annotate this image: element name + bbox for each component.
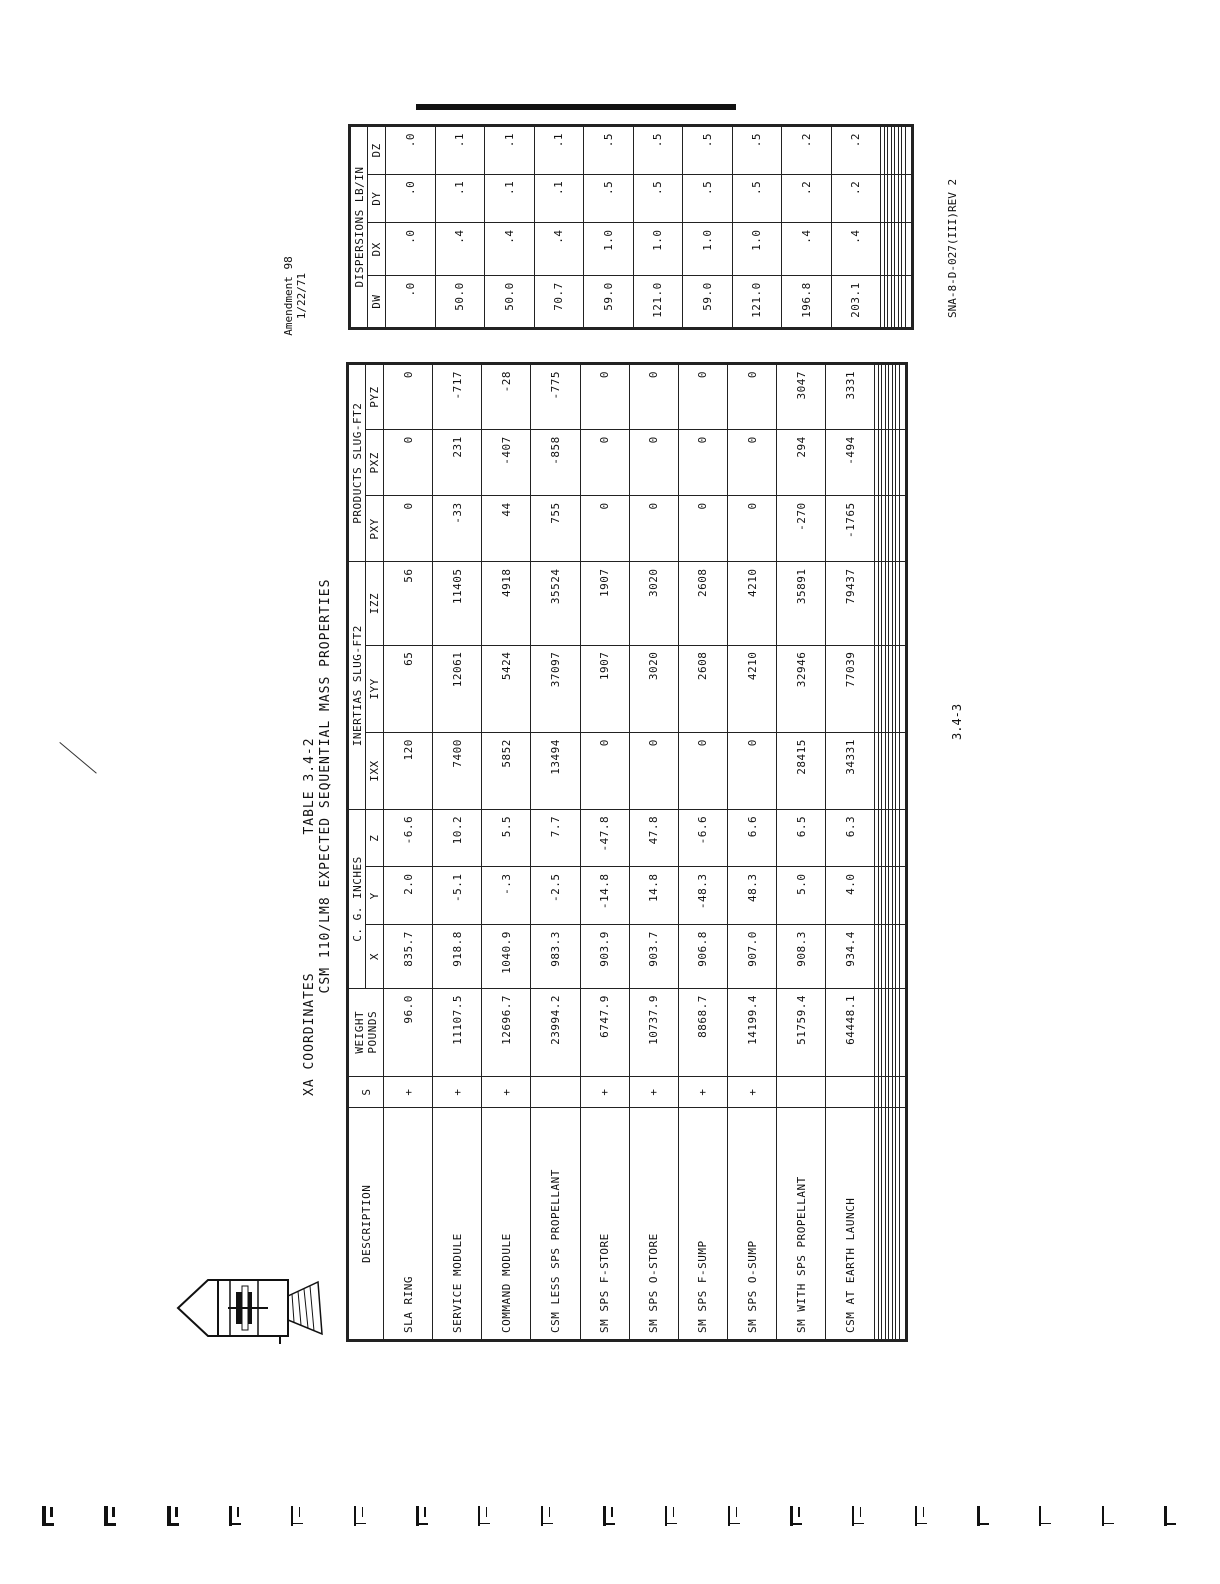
- cell-z: 10.2: [433, 809, 482, 867]
- dispersion-cell: [905, 174, 912, 223]
- cell-iyy: 5424: [482, 645, 531, 732]
- cell-izz: 11405: [433, 562, 482, 645]
- dispersion-cell: .5: [683, 126, 733, 175]
- cell-pyz: [899, 364, 906, 430]
- cell-weight: [899, 989, 906, 1076]
- col-group-products: PRODUCTS SLUG-FT2: [348, 364, 366, 562]
- cell-z: 47.8: [629, 809, 678, 867]
- dispersion-cell: .1: [485, 174, 535, 223]
- dispersion-cell: .0: [386, 276, 436, 329]
- dispersion-cell: .1: [485, 126, 535, 175]
- cell-ixx: 0: [727, 733, 776, 810]
- dispersion-cell: .5: [584, 174, 634, 223]
- cell-iyy: [899, 645, 906, 732]
- cell-x: 908.3: [777, 925, 826, 989]
- cell-description: CSM AT EARTH LAUNCH: [826, 1108, 875, 1341]
- cell-pyz: -28: [482, 364, 531, 430]
- cell-ixx: 120: [384, 733, 433, 810]
- cell-pxy: 755: [531, 496, 580, 562]
- cell-pxy: 0: [678, 496, 727, 562]
- cell-z: 6.3: [826, 809, 875, 867]
- cell-weight: 14199.4: [727, 989, 776, 1076]
- cell-sign: +: [629, 1076, 678, 1108]
- cell-y: [899, 867, 906, 925]
- dispersions-table: [348, 124, 914, 330]
- table-row: [899, 364, 906, 1341]
- cell-x: [899, 925, 906, 989]
- dispersion-cell: .5: [584, 126, 634, 175]
- dispersion-row: [584, 126, 634, 329]
- cell-z: 6.6: [727, 809, 776, 867]
- dispersion-cell: [905, 276, 912, 329]
- cell-z: 7.7: [531, 809, 580, 867]
- dispersion-cell: 59.0: [683, 276, 733, 329]
- cell-y: -.3: [482, 867, 531, 925]
- registration-mark-icon: [1162, 1504, 1180, 1528]
- cell-pxy: -270: [777, 496, 826, 562]
- amendment-date: 1/22/71: [295, 272, 308, 320]
- table-number: TABLE 3.4-2: [302, 737, 317, 835]
- cell-iyy: 65: [384, 645, 433, 732]
- registration-mark-icon: [40, 1504, 58, 1528]
- apollo-csm-drawing-icon: [168, 1272, 328, 1344]
- cell-sign: +: [580, 1076, 629, 1108]
- amendment-block: [282, 206, 308, 386]
- cell-ixx: 0: [678, 733, 727, 810]
- cell-weight: 12696.7: [482, 989, 531, 1076]
- cell-description: SM SPS F-SUMP: [678, 1108, 727, 1341]
- cell-pxz: 231: [433, 430, 482, 496]
- col-izz: IZZ: [366, 562, 384, 645]
- registration-mark-icon: [476, 1504, 494, 1528]
- table-row: [433, 364, 482, 1341]
- header-bar: [416, 104, 736, 110]
- dispersion-cell: 1.0: [732, 223, 782, 276]
- dispersion-cell: .5: [732, 126, 782, 175]
- cell-pyz: 0: [629, 364, 678, 430]
- dispersion-cell: .5: [732, 174, 782, 223]
- col-pyz: PYZ: [366, 364, 384, 430]
- dispersion-cell: 50.0: [435, 276, 485, 329]
- cell-y: 2.0: [384, 867, 433, 925]
- cell-x: 835.7: [384, 925, 433, 989]
- dispersion-cell: .4: [485, 223, 535, 276]
- cell-description: SM SPS O-STORE: [629, 1108, 678, 1341]
- col-pxz: PXZ: [366, 430, 384, 496]
- cell-sign: +: [384, 1076, 433, 1108]
- cell-description: SM WITH SPS PROPELLANT: [777, 1108, 826, 1341]
- col-weight-units: POUNDS: [366, 1010, 379, 1054]
- dispersion-cell: 70.7: [534, 276, 584, 329]
- cell-iyy: 2608: [678, 645, 727, 732]
- dispersion-cell: .2: [782, 174, 832, 223]
- cell-pxy: 0: [580, 496, 629, 562]
- cell-pyz: 3331: [826, 364, 875, 430]
- cell-ixx: 5852: [482, 733, 531, 810]
- cell-pxy: 0: [629, 496, 678, 562]
- dispersion-cell: .5: [683, 174, 733, 223]
- registration-mark-icon: [601, 1504, 619, 1528]
- cell-z: -6.6: [384, 809, 433, 867]
- dispersion-cell: .1: [435, 126, 485, 175]
- dispersion-row: [732, 126, 782, 329]
- cell-pxz: 0: [678, 430, 727, 496]
- cell-z: 5.5: [482, 809, 531, 867]
- cell-izz: 35891: [777, 562, 826, 645]
- cell-description: SM SPS F-STORE: [580, 1108, 629, 1341]
- cell-pxz: 0: [580, 430, 629, 496]
- cell-izz: 79437: [826, 562, 875, 645]
- cell-sign: [826, 1076, 875, 1108]
- dispersion-cell: .5: [633, 174, 683, 223]
- cell-izz: 2608: [678, 562, 727, 645]
- registration-mark-icon: [850, 1504, 868, 1528]
- cell-y: 4.0: [826, 867, 875, 925]
- cell-y: -2.5: [531, 867, 580, 925]
- dispersion-cell: 203.1: [831, 276, 881, 329]
- col-ixx: IXX: [366, 733, 384, 810]
- col-z: Z: [366, 809, 384, 867]
- cell-y: 5.0: [777, 867, 826, 925]
- table-row: [384, 364, 433, 1341]
- dispersion-row: [831, 126, 881, 329]
- table-row: [678, 364, 727, 1341]
- dispersion-cell: .1: [534, 174, 584, 223]
- cell-y: 48.3: [727, 867, 776, 925]
- cell-weight: 10737.9: [629, 989, 678, 1076]
- registration-marks: [40, 1488, 1180, 1528]
- dispersion-cell: .0: [386, 126, 436, 175]
- cell-pxz: -858: [531, 430, 580, 496]
- dispersion-cell: 196.8: [782, 276, 832, 329]
- cell-sign: [777, 1076, 826, 1108]
- cell-z: 6.5: [777, 809, 826, 867]
- dispersion-row: [683, 126, 733, 329]
- dispersion-cell: 1.0: [633, 223, 683, 276]
- col-dw: DW: [368, 276, 386, 329]
- coordinates-label: XA COORDINATES: [302, 972, 317, 1096]
- cell-izz: 1907: [580, 562, 629, 645]
- cell-pxy: 0: [727, 496, 776, 562]
- cell-weight: 51759.4: [777, 989, 826, 1076]
- cell-ixx: [899, 733, 906, 810]
- dispersion-cell: .4: [831, 223, 881, 276]
- registration-mark-icon: [1037, 1504, 1055, 1528]
- dispersion-row: [905, 126, 912, 329]
- registration-mark-icon: [102, 1504, 120, 1528]
- registration-mark-icon: [227, 1504, 245, 1528]
- cell-iyy: 32946: [777, 645, 826, 732]
- registration-mark-icon: [165, 1504, 183, 1528]
- cell-z: -47.8: [580, 809, 629, 867]
- table-row: [531, 364, 580, 1341]
- cell-pxy: [899, 496, 906, 562]
- dispersion-cell: 121.0: [633, 276, 683, 329]
- stray-mark: [59, 742, 96, 774]
- cell-iyy: 37097: [531, 645, 580, 732]
- registration-mark-icon: [352, 1504, 370, 1528]
- mass-properties-table: [346, 362, 908, 1342]
- dispersion-cell: .4: [534, 223, 584, 276]
- cell-sign: [899, 1076, 906, 1108]
- cell-x: 983.3: [531, 925, 580, 989]
- cell-ixx: 28415: [777, 733, 826, 810]
- cell-x: 903.7: [629, 925, 678, 989]
- table-row: [629, 364, 678, 1341]
- col-dz: DZ: [368, 126, 386, 175]
- cell-izz: 4918: [482, 562, 531, 645]
- cell-z: [899, 809, 906, 867]
- cell-sign: +: [433, 1076, 482, 1108]
- table-row: [727, 364, 776, 1341]
- cell-y: -48.3: [678, 867, 727, 925]
- col-sign: S: [348, 1076, 384, 1108]
- dispersion-cell: .0: [386, 223, 436, 276]
- dispersion-cell: .2: [831, 126, 881, 175]
- dispersion-cell: .2: [831, 174, 881, 223]
- cell-pxy: -1765: [826, 496, 875, 562]
- dispersions-title: DISPERSIONS LB/IN: [350, 126, 368, 329]
- cell-weight: 64448.1: [826, 989, 875, 1076]
- dispersion-row: [485, 126, 535, 329]
- cell-pyz: 0: [384, 364, 433, 430]
- col-weight: [348, 989, 384, 1076]
- registration-mark-icon: [414, 1504, 432, 1528]
- col-x: X: [366, 925, 384, 989]
- cell-pxy: -33: [433, 496, 482, 562]
- cell-izz: 35524: [531, 562, 580, 645]
- cell-pyz: -717: [433, 364, 482, 430]
- cell-y: -5.1: [433, 867, 482, 925]
- dispersion-cell: 59.0: [584, 276, 634, 329]
- dispersion-row: [782, 126, 832, 329]
- cell-description: SM SPS O-SUMP: [727, 1108, 776, 1341]
- cell-ixx: 0: [580, 733, 629, 810]
- dispersion-row: [386, 126, 436, 329]
- dispersion-cell: [905, 126, 912, 175]
- cell-y: 14.8: [629, 867, 678, 925]
- registration-mark-icon: [1100, 1504, 1118, 1528]
- cell-description: COMMAND MODULE: [482, 1108, 531, 1341]
- registration-mark-icon: [289, 1504, 307, 1528]
- cell-iyy: 77039: [826, 645, 875, 732]
- cell-iyy: 12061: [433, 645, 482, 732]
- dispersion-cell: [905, 223, 912, 276]
- registration-mark-icon: [788, 1504, 806, 1528]
- cell-pxz: -407: [482, 430, 531, 496]
- cell-description: SERVICE MODULE: [433, 1108, 482, 1341]
- cell-pxz: 0: [384, 430, 433, 496]
- cell-weight: 6747.9: [580, 989, 629, 1076]
- dispersion-cell: .5: [633, 126, 683, 175]
- cell-z: -6.6: [678, 809, 727, 867]
- registration-mark-icon: [975, 1504, 993, 1528]
- col-dy: DY: [368, 174, 386, 223]
- cell-weight: 96.0: [384, 989, 433, 1076]
- cell-x: 934.4: [826, 925, 875, 989]
- cell-x: 903.9: [580, 925, 629, 989]
- cell-izz: 56: [384, 562, 433, 645]
- cell-iyy: 4210: [727, 645, 776, 732]
- cell-izz: 4210: [727, 562, 776, 645]
- cell-pxz: [899, 430, 906, 496]
- col-group-inertias: INERTIAS SLUG-FT2: [348, 562, 366, 809]
- cell-pyz: 0: [727, 364, 776, 430]
- cell-izz: [899, 562, 906, 645]
- col-y: Y: [366, 867, 384, 925]
- cell-iyy: 1907: [580, 645, 629, 732]
- amendment-label: Amendment 98: [282, 256, 295, 336]
- cell-izz: 3020: [629, 562, 678, 645]
- table-row: [482, 364, 531, 1341]
- dispersion-cell: .0: [386, 174, 436, 223]
- cell-pyz: 3047: [777, 364, 826, 430]
- cell-pxy: 44: [482, 496, 531, 562]
- cell-pxz: 294: [777, 430, 826, 496]
- registration-mark-icon: [539, 1504, 557, 1528]
- cell-x: 906.8: [678, 925, 727, 989]
- cell-sign: +: [678, 1076, 727, 1108]
- dispersion-cell: 1.0: [584, 223, 634, 276]
- cell-ixx: 0: [629, 733, 678, 810]
- registration-mark-icon: [726, 1504, 744, 1528]
- cell-description: CSM LESS SPS PROPELLANT: [531, 1108, 580, 1341]
- cell-weight: 11107.5: [433, 989, 482, 1076]
- cell-description: [899, 1108, 906, 1341]
- dispersion-cell: 1.0: [683, 223, 733, 276]
- cell-x: 1040.9: [482, 925, 531, 989]
- cell-description: SLA RING: [384, 1108, 433, 1341]
- cell-pyz: 0: [678, 364, 727, 430]
- table-row: [826, 364, 875, 1341]
- dispersion-cell: .2: [782, 126, 832, 175]
- cell-x: 918.8: [433, 925, 482, 989]
- cell-ixx: 34331: [826, 733, 875, 810]
- cell-pxz: 0: [629, 430, 678, 496]
- registration-mark-icon: [663, 1504, 681, 1528]
- col-iyy: IYY: [366, 645, 384, 732]
- dispersion-cell: 121.0: [732, 276, 782, 329]
- dispersion-cell: .1: [435, 174, 485, 223]
- cell-sign: +: [482, 1076, 531, 1108]
- cell-sign: [531, 1076, 580, 1108]
- col-dx: DX: [368, 223, 386, 276]
- table-title: CSM 110/LM8 EXPECTED SEQUENTIAL MASS PROPERTIES: [318, 578, 333, 994]
- cell-iyy: 3020: [629, 645, 678, 732]
- cell-weight: 8868.7: [678, 989, 727, 1076]
- cell-sign: +: [727, 1076, 776, 1108]
- col-group-cg: C. G. INCHES: [348, 809, 366, 988]
- dispersion-row: [435, 126, 485, 329]
- page-number: 3.4-3: [950, 703, 964, 740]
- col-description: DESCRIPTION: [348, 1108, 384, 1341]
- registration-mark-icon: [913, 1504, 931, 1528]
- cell-ixx: 13494: [531, 733, 580, 810]
- cell-ixx: 7400: [433, 733, 482, 810]
- cell-pxy: 0: [384, 496, 433, 562]
- document-reference: SNA-8-D-027(III)REV 2: [946, 178, 959, 318]
- dispersion-row: [633, 126, 683, 329]
- col-pxy: PXY: [366, 496, 384, 562]
- cell-weight: 23994.2: [531, 989, 580, 1076]
- cell-pxz: 0: [727, 430, 776, 496]
- dispersion-cell: .1: [534, 126, 584, 175]
- table-row: [777, 364, 826, 1341]
- table-row: [580, 364, 629, 1341]
- cell-y: -14.8: [580, 867, 629, 925]
- dispersion-cell: .4: [782, 223, 832, 276]
- cell-x: 907.0: [727, 925, 776, 989]
- cell-pxz: -494: [826, 430, 875, 496]
- cell-pyz: -775: [531, 364, 580, 430]
- dispersion-cell: 50.0: [485, 276, 535, 329]
- dispersion-row: [534, 126, 584, 329]
- cell-pyz: 0: [580, 364, 629, 430]
- col-weight-label: WEIGHT: [353, 1010, 366, 1054]
- dispersion-cell: .4: [435, 223, 485, 276]
